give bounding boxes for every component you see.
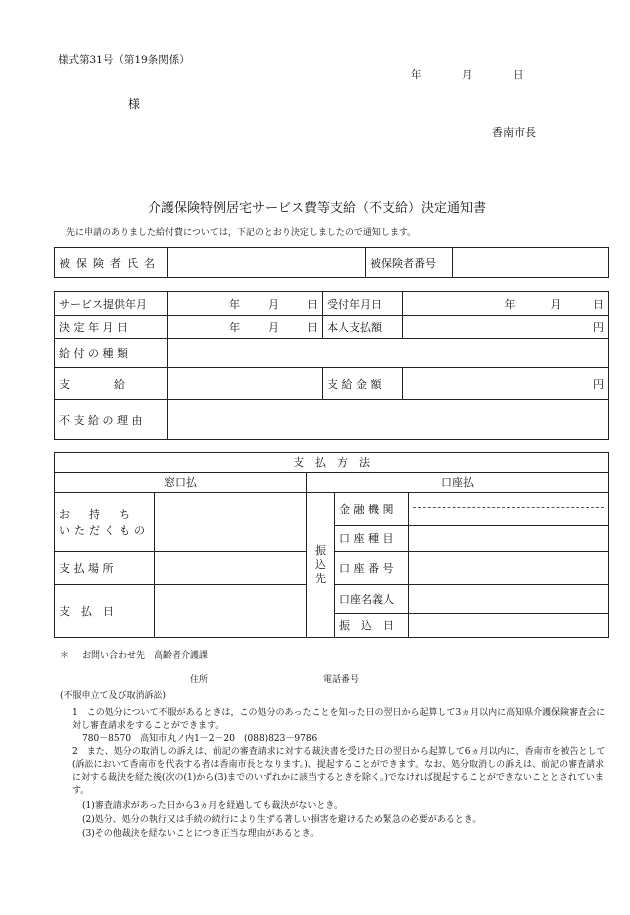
account-type-label: 口 座 種 目 bbox=[335, 525, 409, 551]
payment-label: 支 給 bbox=[55, 368, 168, 400]
year-unit: 年 bbox=[229, 321, 241, 334]
appeal-item-2: (2)処分、処分の執行又は手続の続行により生ずる著しい損害を避けるため緊急の必要があるとき。 bbox=[82, 815, 482, 825]
decision-date-label: 決 定 年 月 日 bbox=[55, 316, 168, 339]
contact-address-label: 住所 bbox=[190, 675, 209, 685]
payment-amount-label: 支 給 金 額 bbox=[323, 368, 403, 400]
date-day: 日 bbox=[513, 69, 524, 81]
form-number: 様式第31号（第19条関係） bbox=[58, 54, 190, 66]
receipt-date-label: 受付年月日 bbox=[323, 292, 403, 316]
transfer-label: 振込先 bbox=[307, 492, 335, 637]
bank-label: 金 融 機 関 bbox=[335, 492, 409, 525]
recipient-suffix: 様 bbox=[128, 97, 141, 111]
pay-date-value bbox=[155, 585, 307, 638]
month-unit: 月 bbox=[268, 321, 280, 334]
month-unit: 月 bbox=[550, 297, 562, 311]
counter-payment-heading: 窓口払 bbox=[55, 472, 307, 492]
nonpay-reason-label: 不 支 給 の 理 由 bbox=[55, 400, 168, 440]
appeal-paragraph-1: 1 この処分について不服があるときは，この処分のあったことを知った日の翌日から起算して3ヵ月以内に高知県介護保険審査会に対し審査請求をすることができます。 bbox=[72, 708, 606, 731]
service-month-label: サービス提供年月 bbox=[55, 292, 168, 316]
payment-method-table bbox=[54, 452, 609, 638]
transfer-date-value bbox=[409, 613, 609, 637]
insured-name-label: 被保険者氏名 bbox=[55, 248, 168, 278]
account-type-value bbox=[409, 525, 609, 551]
decision-date-value bbox=[168, 316, 323, 339]
insured-number-value bbox=[453, 248, 609, 278]
year-unit: 年 bbox=[504, 297, 516, 311]
bring-items-label-line1: お 持 ち bbox=[59, 507, 134, 521]
date-month: 月 bbox=[462, 69, 473, 81]
benefit-type-label: 給 付 の 種 類 bbox=[55, 339, 168, 368]
service-month-value bbox=[168, 292, 323, 316]
bring-items-value bbox=[155, 492, 307, 551]
pay-place-label: 支 払 場 所 bbox=[55, 552, 155, 585]
account-holder-label: 口座名義人 bbox=[335, 585, 409, 614]
yen-unit: 円 bbox=[593, 321, 604, 334]
self-pay-value bbox=[403, 316, 609, 339]
day-unit: 日 bbox=[307, 321, 318, 334]
contact-label: お問い合わせ先 高齢者介護課 bbox=[82, 651, 209, 661]
account-holder-value bbox=[409, 585, 609, 614]
account-number-value bbox=[409, 552, 609, 585]
pay-date-label: 支 払 日 bbox=[55, 585, 155, 638]
intro-text: 先に申請のありました給付費については，下記のとおり決定しましたので通知します。 bbox=[66, 228, 417, 238]
issuer: 香南市長 bbox=[492, 126, 536, 139]
date-year: 年 bbox=[411, 69, 422, 81]
document-title: 介護保険特例居宅サービス費等支給（不支給）決定通知書 bbox=[148, 201, 487, 216]
bank-value bbox=[409, 492, 609, 525]
bank-divider bbox=[413, 507, 604, 508]
account-number-label: 口 座 番 号 bbox=[335, 552, 409, 585]
appeal-item-1: (1)審査請求があった日から3ヵ月を経過しても裁決がないとき。 bbox=[82, 801, 344, 811]
appeal-address: 780－8570 高知市丸ノ内1－2－20 (088)823－9786 bbox=[82, 734, 318, 744]
nonpay-reason-value bbox=[168, 400, 609, 440]
day-unit: 日 bbox=[593, 297, 604, 311]
insured-number-label: 被保険者番号 bbox=[366, 248, 453, 278]
transfer-date-label: 振 込 日 bbox=[335, 613, 409, 637]
day-unit: 日 bbox=[307, 297, 318, 311]
month-unit: 月 bbox=[268, 297, 280, 311]
contact-phone-label: 電話番号 bbox=[323, 675, 360, 685]
payment-method-heading: 支 払 方 法 bbox=[55, 453, 609, 473]
payment-amount-value bbox=[403, 368, 609, 400]
receipt-date-value bbox=[403, 292, 609, 316]
appeal-heading: (不服申立て及び取消訴訟) bbox=[60, 691, 167, 701]
bring-items-label bbox=[55, 492, 155, 551]
self-pay-label: 本人支払額 bbox=[323, 316, 403, 339]
year-unit: 年 bbox=[229, 297, 241, 311]
bring-items-label-line2: いただくもの bbox=[59, 523, 149, 537]
contact-star: ＊ bbox=[60, 651, 70, 661]
pay-place-value bbox=[155, 552, 307, 585]
yen-unit: 円 bbox=[593, 377, 604, 391]
payment-value bbox=[168, 368, 323, 400]
appeal-paragraph-2: 2 また、処分の取消しの訴えは、前記の審査請求に対する裁決書を受けた日の翌日から起算して6ヵ月以内に、香南市を被告として(訴訟において香南市を代表する者は香南市長となります。)、提起することができます。なお、処分取消しの訴えは、前記の審査請求に対する裁決を経た後(次の(1)から(3)までのいずれかに該当するときを除く。)でなければ提起することができないこととされています。 bbox=[72, 747, 606, 796]
benefit-type-value bbox=[168, 339, 609, 368]
account-payment-heading: 口座払 bbox=[307, 472, 609, 492]
decision-table bbox=[54, 291, 609, 440]
appeal-item-3: (3)その他裁決を経ないことにつき正当な理由があるとき。 bbox=[82, 829, 320, 839]
insured-table bbox=[54, 247, 609, 278]
insured-name-value bbox=[168, 248, 366, 278]
